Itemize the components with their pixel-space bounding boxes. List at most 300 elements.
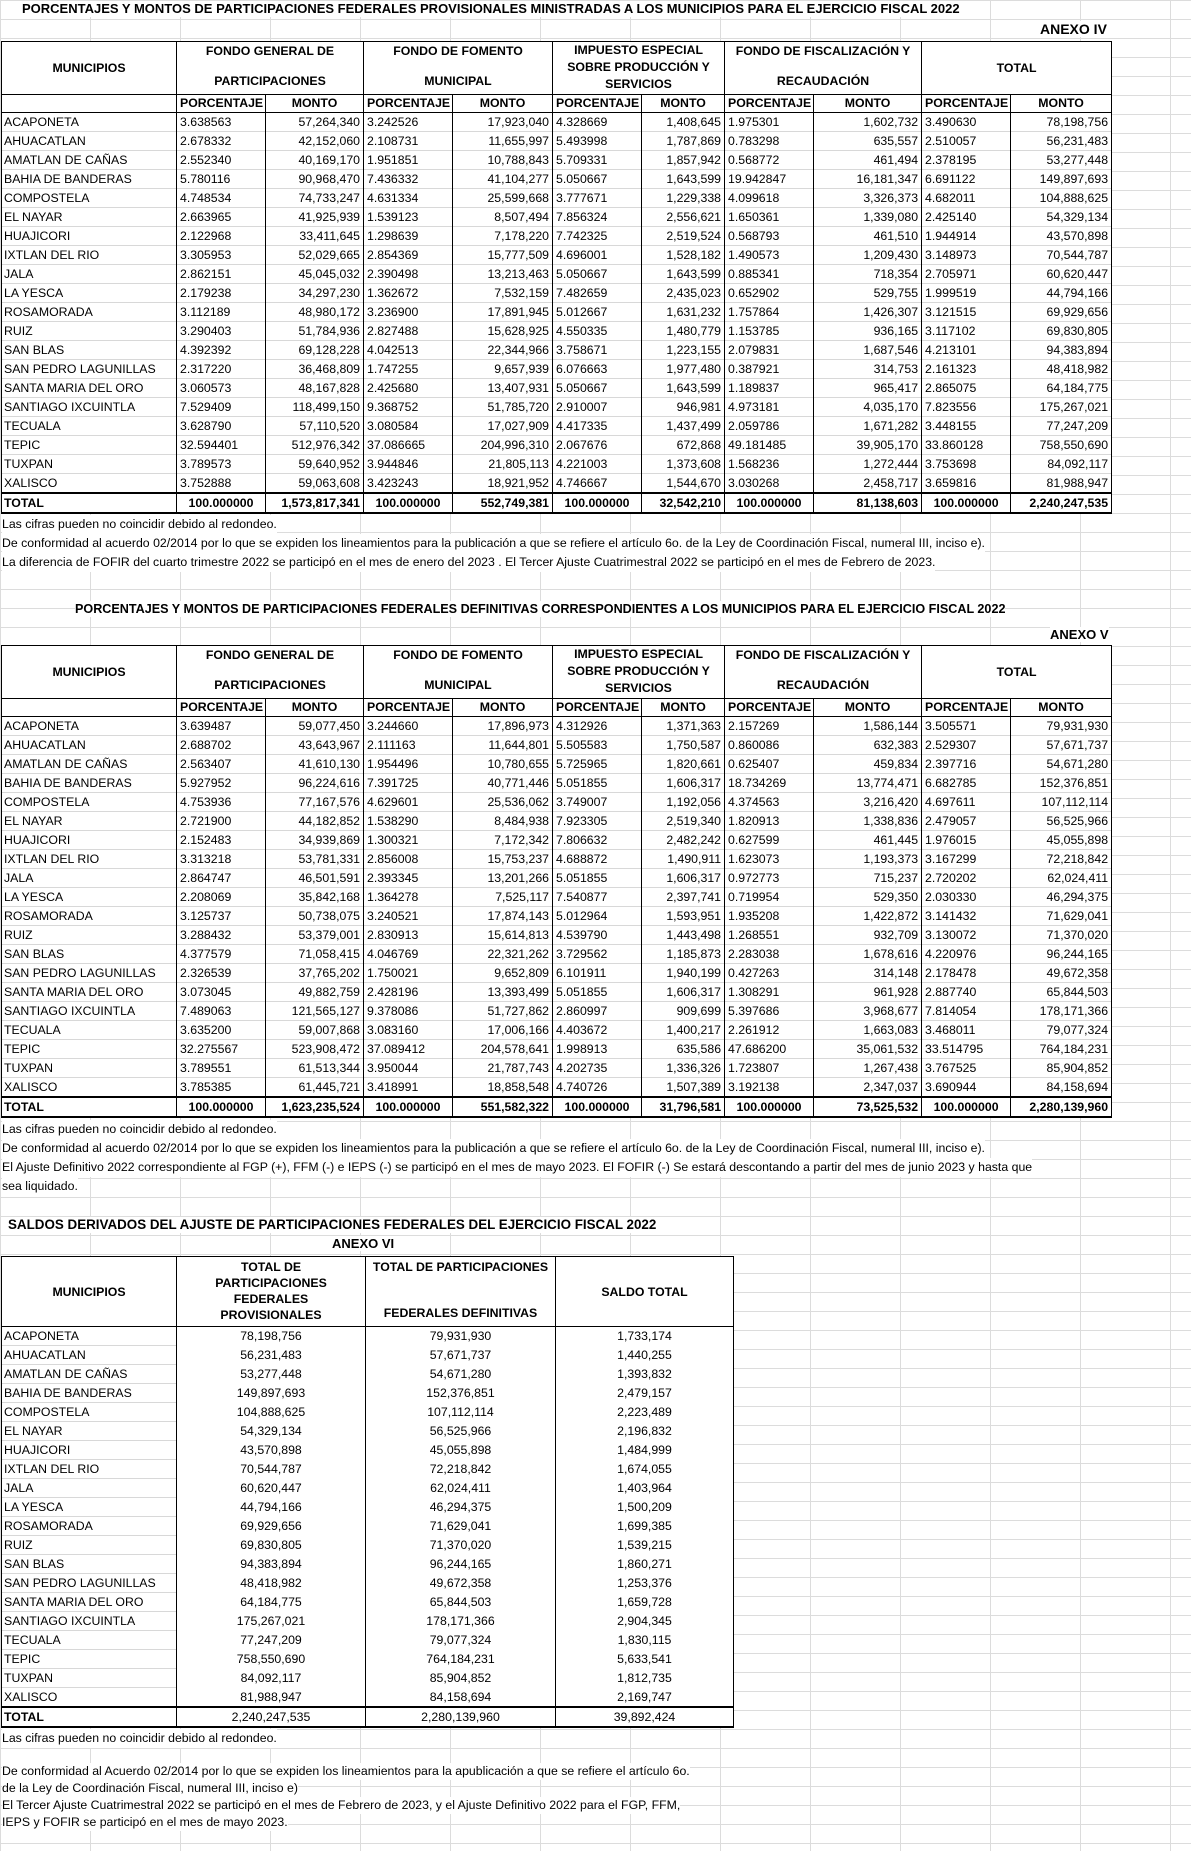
total-pct-cell: 2.529307 bbox=[922, 736, 1011, 755]
saldo-total-cell: 2,196,832 bbox=[556, 1422, 734, 1441]
ieps-monto-cell: 1,507,389 bbox=[642, 1078, 725, 1098]
fofir-monto-cell: 635,557 bbox=[814, 132, 922, 151]
ieps-pct-cell: 6.101911 bbox=[553, 964, 642, 983]
total-pct-cell: 1.944914 bbox=[922, 227, 1011, 246]
header-ffm bbox=[364, 646, 553, 699]
header-fgp bbox=[177, 646, 364, 699]
ieps-monto-cell: 32,542,210 bbox=[642, 493, 725, 513]
total-monto-cell: 53,277,448 bbox=[1011, 151, 1112, 170]
total-monto-cell: 72,218,842 bbox=[1011, 850, 1112, 869]
ffm-monto-cell: 7,532,159 bbox=[453, 284, 553, 303]
municipio-cell: SANTA MARIA DEL ORO bbox=[2, 379, 177, 398]
total-monto-cell: 149,897,693 bbox=[1011, 170, 1112, 189]
municipio-cell: HUAJICORI bbox=[2, 831, 177, 850]
total-pct-cell: 3.690944 bbox=[922, 1078, 1011, 1098]
total-pct-cell: 3.448155 bbox=[922, 417, 1011, 436]
municipio-cell: BAHIA DE BANDERAS bbox=[2, 1384, 177, 1403]
municipio-cell: SANTIAGO IXCUINTLA bbox=[2, 398, 177, 417]
ieps-pct-cell: 100.000000 bbox=[553, 1097, 642, 1117]
fofir-pct-cell: 2.157269 bbox=[725, 717, 814, 736]
table-row bbox=[2, 436, 1112, 455]
ffm-pct-cell: 3.240521 bbox=[364, 907, 453, 926]
total-label: TOTAL bbox=[2, 1707, 177, 1727]
ffm-monto-cell: 7,172,342 bbox=[453, 831, 553, 850]
total-pct-cell: 4.220976 bbox=[922, 945, 1011, 964]
municipio-cell: TUXPAN bbox=[2, 455, 177, 474]
municipio-cell: TEPIC bbox=[2, 1040, 177, 1059]
total-monto-cell: 85,904,852 bbox=[1011, 1059, 1112, 1078]
provisional-total-cell: 56,231,483 bbox=[177, 1346, 366, 1365]
ieps-pct-cell: 4.221003 bbox=[553, 455, 642, 474]
total-pct-cell: 1.999519 bbox=[922, 284, 1011, 303]
provisional-total-cell: 43,570,898 bbox=[177, 1441, 366, 1460]
fofir-pct-cell: 1.189837 bbox=[725, 379, 814, 398]
header-pct: PORCENTAJE bbox=[922, 95, 1011, 113]
total-row bbox=[2, 493, 1112, 513]
total-monto-cell: 77,247,209 bbox=[1011, 417, 1112, 436]
municipio-cell: ROSAMORADA bbox=[2, 303, 177, 322]
provisional-total-cell: 60,620,447 bbox=[177, 1479, 366, 1498]
saldo-total-cell: 1,812,735 bbox=[556, 1669, 734, 1688]
ffm-pct-cell: 1.954496 bbox=[364, 755, 453, 774]
fgp-pct-cell: 2.326539 bbox=[177, 964, 266, 983]
fofir-monto-cell: 1,338,836 bbox=[814, 812, 922, 831]
saldo-total-cell: 1,484,999 bbox=[556, 1441, 734, 1460]
ffm-monto-cell: 13,213,463 bbox=[453, 265, 553, 284]
ffm-pct-cell: 4.631334 bbox=[364, 189, 453, 208]
ffm-pct-cell: 3.083160 bbox=[364, 1021, 453, 1040]
table-row bbox=[2, 322, 1112, 341]
total-monto-cell: 45,055,898 bbox=[1011, 831, 1112, 850]
table-row bbox=[2, 812, 1112, 831]
total-monto-cell: 175,267,021 bbox=[1011, 398, 1112, 417]
municipio-cell: RUIZ bbox=[2, 322, 177, 341]
fgp-monto-cell: 121,565,127 bbox=[266, 1002, 364, 1021]
table-row bbox=[2, 208, 1112, 227]
total-pct-cell: 6.682785 bbox=[922, 774, 1011, 793]
fgp-pct-cell: 4.377579 bbox=[177, 945, 266, 964]
definitive-total-cell: 71,370,020 bbox=[366, 1536, 556, 1555]
total-pct-cell: 7.823556 bbox=[922, 398, 1011, 417]
definitive-total-cell: 56,525,966 bbox=[366, 1422, 556, 1441]
ffm-pct-cell: 9.368752 bbox=[364, 398, 453, 417]
fofir-monto-cell: 459,834 bbox=[814, 755, 922, 774]
balances-note-1: Las cifras pueden no coincidir debido al redondeo. bbox=[2, 1729, 277, 1748]
header-prov-line2: PARTICIPACIONES bbox=[215, 1276, 327, 1290]
fgp-pct-cell: 2.678332 bbox=[177, 132, 266, 151]
provisional-total-cell: 84,092,117 bbox=[177, 1669, 366, 1688]
fgp-pct-cell: 2.663965 bbox=[177, 208, 266, 227]
fofir-monto-cell: 1,267,438 bbox=[814, 1059, 922, 1078]
municipio-cell: BAHIA DE BANDERAS bbox=[2, 774, 177, 793]
definitive-total-cell: 72,218,842 bbox=[366, 1460, 556, 1479]
ffm-monto-cell: 40,771,446 bbox=[453, 774, 553, 793]
fofir-pct-cell: 2.079831 bbox=[725, 341, 814, 360]
total-monto-cell: 71,629,041 bbox=[1011, 907, 1112, 926]
municipio-cell: SAN BLAS bbox=[2, 1555, 177, 1574]
fgp-monto-cell: 118,499,150 bbox=[266, 398, 364, 417]
saldo-total-cell: 1,674,055 bbox=[556, 1460, 734, 1479]
municipio-cell: HUAJICORI bbox=[2, 1441, 177, 1460]
header-fofir-line2: RECAUDACIÓN bbox=[776, 678, 870, 692]
ffm-pct-cell: 100.000000 bbox=[364, 493, 453, 513]
fofir-pct-cell: 2.261912 bbox=[725, 1021, 814, 1040]
balances-note-3: de la Ley de Coordinación Fiscal, numeral III, inciso e) bbox=[2, 1781, 298, 1795]
fgp-pct-cell: 3.290403 bbox=[177, 322, 266, 341]
fgp-pct-cell: 32.275567 bbox=[177, 1040, 266, 1059]
header-def-line1: TOTAL DE PARTICIPACIONES bbox=[372, 1260, 549, 1274]
ffm-monto-cell: 18,921,952 bbox=[453, 474, 553, 494]
ieps-monto-cell: 1,480,779 bbox=[642, 322, 725, 341]
ffm-pct-cell: 4.629601 bbox=[364, 793, 453, 812]
total-monto-cell: 56,231,483 bbox=[1011, 132, 1112, 151]
fofir-monto-cell: 1,586,144 bbox=[814, 717, 922, 736]
fofir-monto-cell: 314,148 bbox=[814, 964, 922, 983]
total-pct-cell: 4.682011 bbox=[922, 189, 1011, 208]
fofir-monto-cell: 4,035,170 bbox=[814, 398, 922, 417]
fgp-pct-cell: 32.594401 bbox=[177, 436, 266, 455]
fofir-monto-cell: 632,383 bbox=[814, 736, 922, 755]
fgp-pct-cell: 3.313218 bbox=[177, 850, 266, 869]
ieps-pct-cell: 3.729562 bbox=[553, 945, 642, 964]
fgp-monto-cell: 77,167,576 bbox=[266, 793, 364, 812]
municipio-cell: EL NAYAR bbox=[2, 812, 177, 831]
ieps-pct-cell: 4.403672 bbox=[553, 1021, 642, 1040]
fofir-monto-cell: 529,350 bbox=[814, 888, 922, 907]
total-pct-cell: 2.887740 bbox=[922, 983, 1011, 1002]
municipio-cell: AMATLAN DE CAÑAS bbox=[2, 1365, 177, 1384]
fofir-pct-cell: 0.972773 bbox=[725, 869, 814, 888]
total-pct-cell: 100.000000 bbox=[922, 1097, 1011, 1117]
municipio-cell: TEPIC bbox=[2, 1650, 177, 1669]
ieps-monto-cell: 1,400,217 bbox=[642, 1021, 725, 1040]
fofir-monto-cell: 1,678,616 bbox=[814, 945, 922, 964]
fofir-monto-cell: 3,216,420 bbox=[814, 793, 922, 812]
ieps-pct-cell: 5.709331 bbox=[553, 151, 642, 170]
total-monto-cell: 78,198,756 bbox=[1011, 113, 1112, 132]
fgp-monto-cell: 41,925,939 bbox=[266, 208, 364, 227]
provisional-total-cell: 64,184,775 bbox=[177, 1593, 366, 1612]
provisional-annex: ANEXO IV bbox=[1040, 21, 1107, 37]
fgp-pct-cell: 3.288432 bbox=[177, 926, 266, 945]
total-pct-cell: 3.121515 bbox=[922, 303, 1011, 322]
ffm-monto-cell: 10,788,843 bbox=[453, 151, 553, 170]
ieps-pct-cell: 5.505583 bbox=[553, 736, 642, 755]
provisional-total-cell: 2,240,247,535 bbox=[177, 1707, 366, 1727]
header-total: TOTAL bbox=[922, 42, 1112, 95]
fgp-pct-cell: 3.125737 bbox=[177, 907, 266, 926]
municipio-cell: SAN BLAS bbox=[2, 945, 177, 964]
fgp-pct-cell: 100.000000 bbox=[177, 1097, 266, 1117]
ieps-monto-cell: 1,606,317 bbox=[642, 983, 725, 1002]
ffm-monto-cell: 51,785,720 bbox=[453, 398, 553, 417]
header-municipios: MUNICIPIOS bbox=[2, 646, 177, 699]
total-monto-cell: 43,570,898 bbox=[1011, 227, 1112, 246]
municipio-cell: JALA bbox=[2, 265, 177, 284]
ieps-pct-cell: 5.012667 bbox=[553, 303, 642, 322]
fgp-pct-cell: 2.552340 bbox=[177, 151, 266, 170]
total-pct-cell: 33.860128 bbox=[922, 436, 1011, 455]
fgp-monto-cell: 48,167,828 bbox=[266, 379, 364, 398]
ieps-pct-cell: 5.050667 bbox=[553, 170, 642, 189]
total-pct-cell: 3.130072 bbox=[922, 926, 1011, 945]
total-monto-cell: 54,671,280 bbox=[1011, 755, 1112, 774]
table-row bbox=[2, 983, 1112, 1002]
header-fofir bbox=[725, 42, 922, 95]
fgp-pct-cell: 3.060573 bbox=[177, 379, 266, 398]
total-monto-cell: 56,525,966 bbox=[1011, 812, 1112, 831]
fgp-pct-cell: 3.638563 bbox=[177, 113, 266, 132]
header-municipios: MUNICIPIOS bbox=[2, 1257, 177, 1327]
fofir-monto-cell: 1,602,732 bbox=[814, 113, 922, 132]
fofir-monto-cell: 1,663,083 bbox=[814, 1021, 922, 1040]
total-pct-cell: 4.213101 bbox=[922, 341, 1011, 360]
ieps-pct-cell: 7.806632 bbox=[553, 831, 642, 850]
municipio-cell: TUXPAN bbox=[2, 1059, 177, 1078]
ffm-pct-cell: 4.046769 bbox=[364, 945, 453, 964]
municipio-cell: XALISCO bbox=[2, 1688, 177, 1708]
header-monto: MONTO bbox=[642, 95, 725, 113]
ieps-pct-cell: 4.740726 bbox=[553, 1078, 642, 1098]
header-pct: PORCENTAJE bbox=[177, 699, 266, 717]
provisional-total-cell: 44,794,166 bbox=[177, 1498, 366, 1517]
table-row bbox=[2, 113, 1112, 132]
fofir-monto-cell: 13,774,471 bbox=[814, 774, 922, 793]
total-monto-cell: 48,418,982 bbox=[1011, 360, 1112, 379]
definitive-total-cell: 107,112,114 bbox=[366, 1403, 556, 1422]
total-monto-cell: 70,544,787 bbox=[1011, 246, 1112, 265]
header-ieps bbox=[553, 42, 725, 95]
ieps-pct-cell: 6.076663 bbox=[553, 360, 642, 379]
total-monto-cell: 69,929,656 bbox=[1011, 303, 1112, 322]
ieps-monto-cell: 1,750,587 bbox=[642, 736, 725, 755]
fofir-pct-cell: 3.030268 bbox=[725, 474, 814, 494]
header-monto: MONTO bbox=[1011, 699, 1112, 717]
ieps-monto-cell: 1,373,608 bbox=[642, 455, 725, 474]
total-pct-cell: 3.767525 bbox=[922, 1059, 1011, 1078]
table-row bbox=[2, 455, 1112, 474]
fgp-pct-cell: 4.748534 bbox=[177, 189, 266, 208]
fofir-monto-cell: 81,138,603 bbox=[814, 493, 922, 513]
ffm-pct-cell: 3.236900 bbox=[364, 303, 453, 322]
definitive-total-cell: 71,629,041 bbox=[366, 1517, 556, 1536]
fofir-monto-cell: 461,494 bbox=[814, 151, 922, 170]
municipio-cell: LA YESCA bbox=[2, 1498, 177, 1517]
fofir-monto-cell: 1,209,430 bbox=[814, 246, 922, 265]
ffm-pct-cell: 1.300321 bbox=[364, 831, 453, 850]
table-row bbox=[2, 831, 1112, 850]
municipio-cell: SANTA MARIA DEL ORO bbox=[2, 983, 177, 1002]
ffm-pct-cell: 1.539123 bbox=[364, 208, 453, 227]
fofir-monto-cell: 73,525,532 bbox=[814, 1097, 922, 1117]
table-row bbox=[2, 398, 1112, 417]
fgp-monto-cell: 59,063,608 bbox=[266, 474, 364, 494]
total-monto-cell: 96,244,165 bbox=[1011, 945, 1112, 964]
fofir-pct-cell: 1.490573 bbox=[725, 246, 814, 265]
header-ieps-line3: SERVICIOS bbox=[605, 681, 672, 695]
fgp-pct-cell: 7.489063 bbox=[177, 1002, 266, 1021]
fgp-pct-cell: 3.628790 bbox=[177, 417, 266, 436]
total-row bbox=[2, 1707, 734, 1727]
fofir-monto-cell: 39,905,170 bbox=[814, 436, 922, 455]
fgp-pct-cell: 2.122968 bbox=[177, 227, 266, 246]
ffm-pct-cell: 3.242526 bbox=[364, 113, 453, 132]
municipio-cell: COMPOSTELA bbox=[2, 189, 177, 208]
header-ieps-line3: SERVICIOS bbox=[605, 77, 672, 91]
header-ffm-line2: MUNICIPAL bbox=[424, 678, 492, 692]
fofir-pct-cell: 0.783298 bbox=[725, 132, 814, 151]
saldo-total-cell: 39,892,424 bbox=[556, 1707, 734, 1727]
table-row bbox=[2, 1479, 734, 1498]
ffm-monto-cell: 17,896,973 bbox=[453, 717, 553, 736]
ieps-monto-cell: 635,586 bbox=[642, 1040, 725, 1059]
ieps-pct-cell: 5.051855 bbox=[553, 869, 642, 888]
fofir-monto-cell: 1,422,872 bbox=[814, 907, 922, 926]
definitive-total-cell: 178,171,366 bbox=[366, 1612, 556, 1631]
municipio-cell: TECUALA bbox=[2, 417, 177, 436]
ffm-pct-cell: 1.750021 bbox=[364, 964, 453, 983]
fgp-pct-cell: 4.753936 bbox=[177, 793, 266, 812]
fgp-pct-cell: 3.789551 bbox=[177, 1059, 266, 1078]
ieps-monto-cell: 1,544,670 bbox=[642, 474, 725, 494]
ieps-pct-cell: 4.312926 bbox=[553, 717, 642, 736]
ffm-monto-cell: 17,923,040 bbox=[453, 113, 553, 132]
table-row bbox=[2, 189, 1112, 208]
ieps-monto-cell: 1,443,498 bbox=[642, 926, 725, 945]
municipio-cell: RUIZ bbox=[2, 1536, 177, 1555]
header-pct: PORCENTAJE bbox=[922, 699, 1011, 717]
ieps-pct-cell: 7.923305 bbox=[553, 812, 642, 831]
ieps-pct-cell: 4.746667 bbox=[553, 474, 642, 494]
total-monto-cell: 107,112,114 bbox=[1011, 793, 1112, 812]
balances-table bbox=[1, 1256, 734, 1728]
ffm-monto-cell: 15,628,925 bbox=[453, 322, 553, 341]
table-row bbox=[2, 945, 1112, 964]
ffm-monto-cell: 11,644,801 bbox=[453, 736, 553, 755]
table-row bbox=[2, 774, 1112, 793]
total-monto-cell: 84,158,694 bbox=[1011, 1078, 1112, 1098]
fgp-monto-cell: 34,939,869 bbox=[266, 831, 364, 850]
ffm-monto-cell: 17,006,166 bbox=[453, 1021, 553, 1040]
municipio-cell: IXTLAN DEL RIO bbox=[2, 1460, 177, 1479]
definitive-total-cell: 2,280,139,960 bbox=[366, 1707, 556, 1727]
ffm-pct-cell: 2.108731 bbox=[364, 132, 453, 151]
total-monto-cell: 57,671,737 bbox=[1011, 736, 1112, 755]
header-ffm-line1: FONDO DE FOMENTO bbox=[393, 648, 523, 662]
total-monto-cell: 152,376,851 bbox=[1011, 774, 1112, 793]
fgp-pct-cell: 2.317220 bbox=[177, 360, 266, 379]
total-monto-cell: 71,370,020 bbox=[1011, 926, 1112, 945]
header-monto: MONTO bbox=[814, 699, 922, 717]
provisional-total-cell: 69,830,805 bbox=[177, 1536, 366, 1555]
saldo-total-cell: 2,904,345 bbox=[556, 1612, 734, 1631]
fgp-pct-cell: 2.862151 bbox=[177, 265, 266, 284]
ffm-monto-cell: 7,178,220 bbox=[453, 227, 553, 246]
header-prov-line1: TOTAL DE bbox=[240, 1260, 302, 1274]
municipio-cell: RUIZ bbox=[2, 926, 177, 945]
fofir-monto-cell: 1,272,444 bbox=[814, 455, 922, 474]
ieps-monto-cell: 1,336,326 bbox=[642, 1059, 725, 1078]
fofir-monto-cell: 16,181,347 bbox=[814, 170, 922, 189]
ieps-monto-cell: 1,643,599 bbox=[642, 265, 725, 284]
total-pct-cell: 3.117102 bbox=[922, 322, 1011, 341]
ieps-pct-cell: 4.417335 bbox=[553, 417, 642, 436]
provisional-total-cell: 54,329,134 bbox=[177, 1422, 366, 1441]
fgp-monto-cell: 45,045,032 bbox=[266, 265, 364, 284]
definitive-total-cell: 84,158,694 bbox=[366, 1688, 556, 1708]
provisional-total-cell: 758,550,690 bbox=[177, 1650, 366, 1669]
table-row bbox=[2, 246, 1112, 265]
fgp-pct-cell: 3.789573 bbox=[177, 455, 266, 474]
fofir-monto-cell: 715,237 bbox=[814, 869, 922, 888]
ieps-pct-cell: 3.758671 bbox=[553, 341, 642, 360]
ieps-pct-cell: 7.482659 bbox=[553, 284, 642, 303]
table-row bbox=[2, 1441, 734, 1460]
total-pct-cell: 3.490630 bbox=[922, 113, 1011, 132]
table-row bbox=[2, 284, 1112, 303]
header-ieps-line1: IMPUESTO ESPECIAL bbox=[574, 647, 703, 661]
ieps-monto-cell: 1,593,951 bbox=[642, 907, 725, 926]
ffm-monto-cell: 17,874,143 bbox=[453, 907, 553, 926]
header-pct: PORCENTAJE bbox=[553, 699, 642, 717]
ieps-monto-cell: 1,223,155 bbox=[642, 341, 725, 360]
provisional-total-cell: 69,929,656 bbox=[177, 1517, 366, 1536]
fofir-pct-cell: 47.686200 bbox=[725, 1040, 814, 1059]
fgp-monto-cell: 71,058,415 bbox=[266, 945, 364, 964]
total-pct-cell: 2.161323 bbox=[922, 360, 1011, 379]
table-row bbox=[2, 1555, 734, 1574]
ffm-monto-cell: 21,787,743 bbox=[453, 1059, 553, 1078]
table-row bbox=[2, 717, 1112, 736]
ffm-monto-cell: 17,891,945 bbox=[453, 303, 553, 322]
fgp-monto-cell: 52,029,665 bbox=[266, 246, 364, 265]
total-pct-cell: 2.178478 bbox=[922, 964, 1011, 983]
fgp-pct-cell: 3.635200 bbox=[177, 1021, 266, 1040]
header-saldo-total: SALDO TOTAL bbox=[556, 1257, 734, 1327]
table-row bbox=[2, 736, 1112, 755]
provisional-total-cell: 149,897,693 bbox=[177, 1384, 366, 1403]
total-monto-cell: 54,329,134 bbox=[1011, 208, 1112, 227]
header-pct: PORCENTAJE bbox=[553, 95, 642, 113]
table-row bbox=[2, 1612, 734, 1631]
header-prov-line4: PROVISIONALES bbox=[220, 1308, 322, 1322]
fgp-monto-cell: 61,513,344 bbox=[266, 1059, 364, 1078]
municipio-cell: TECUALA bbox=[2, 1631, 177, 1650]
ffm-monto-cell: 21,805,113 bbox=[453, 455, 553, 474]
header-fofir-line2: RECAUDACIÓN bbox=[776, 74, 870, 88]
municipio-cell: ACAPONETA bbox=[2, 113, 177, 132]
definitive-note-3: El Ajuste Definitivo 2022 correspondiente al FGP (+), FFM (-) e IEPS (-) se participó en el mes de mayo 2023. El FOFIR (-) Se estará descontando a partir del mes de junio 2023 y hasta que bbox=[2, 1158, 1032, 1177]
table-row bbox=[2, 417, 1112, 436]
municipio-cell: EL NAYAR bbox=[2, 208, 177, 227]
ffm-pct-cell: 3.950044 bbox=[364, 1059, 453, 1078]
total-pct-cell: 6.691122 bbox=[922, 170, 1011, 189]
fgp-monto-cell: 61,445,721 bbox=[266, 1078, 364, 1098]
header-pct: PORCENTAJE bbox=[177, 95, 266, 113]
definitive-total-cell: 79,077,324 bbox=[366, 1631, 556, 1650]
fgp-pct-cell: 3.305953 bbox=[177, 246, 266, 265]
fgp-monto-cell: 42,152,060 bbox=[266, 132, 364, 151]
definitive-note-4: sea liquidado. bbox=[2, 1177, 78, 1196]
municipio-cell: SANTA MARIA DEL ORO bbox=[2, 1593, 177, 1612]
fofir-pct-cell: 2.059786 bbox=[725, 417, 814, 436]
table-row bbox=[2, 341, 1112, 360]
ffm-monto-cell: 15,614,813 bbox=[453, 926, 553, 945]
fofir-pct-cell: 0.568772 bbox=[725, 151, 814, 170]
ffm-pct-cell: 3.418991 bbox=[364, 1078, 453, 1098]
definitive-total-cell: 65,844,503 bbox=[366, 1593, 556, 1612]
fofir-monto-cell: 965,417 bbox=[814, 379, 922, 398]
